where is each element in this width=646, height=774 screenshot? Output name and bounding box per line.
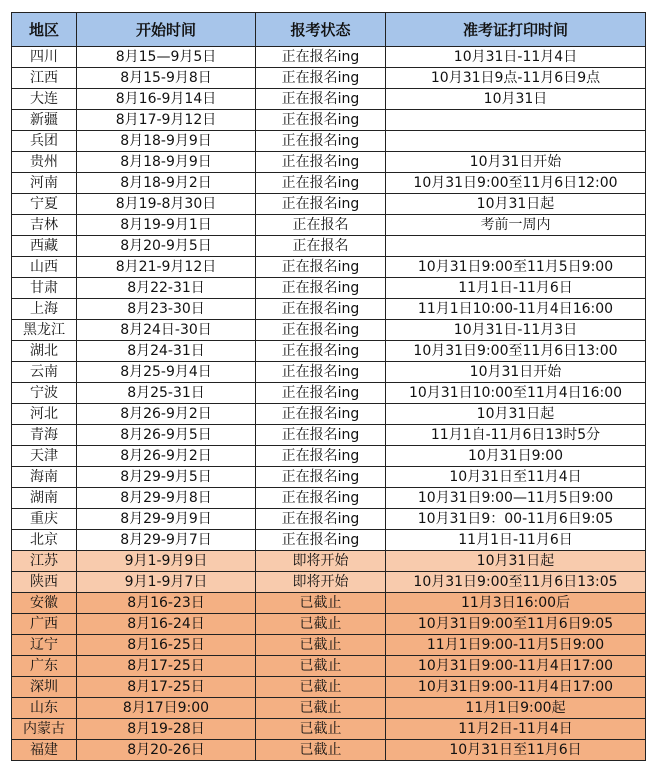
table-row: [12, 467, 646, 488]
table-row: [12, 362, 646, 383]
table-row: [12, 488, 646, 509]
table-row: [12, 614, 646, 635]
cell-admission-print-time: 10月31日-11月3日: [386, 320, 646, 341]
cell-region: 贵州: [12, 152, 77, 173]
cell-status: 正在报名ing: [256, 425, 386, 446]
schedule-table-wrapper: [11, 12, 646, 761]
cell-start-time: 8月18-9月2日: [77, 173, 256, 194]
cell-status: 正在报名ing: [256, 446, 386, 467]
cell-status: 正在报名ing: [256, 278, 386, 299]
cell-status: 已截止: [256, 656, 386, 677]
header-start-time: 开始时间: [77, 13, 256, 47]
cell-region: 新疆: [12, 110, 77, 131]
cell-status: 正在报名ing: [256, 404, 386, 425]
cell-admission-print-time: 10月31日开始: [386, 362, 646, 383]
cell-start-time: 8月18-9月9日: [77, 152, 256, 173]
table-row: [12, 635, 646, 656]
cell-start-time: 8月15-9月8日: [77, 68, 256, 89]
cell-admission-print-time: 10月31日起: [386, 194, 646, 215]
table-row: [12, 530, 646, 551]
header-status: 报考状态: [256, 13, 386, 47]
table-row: [12, 572, 646, 593]
cell-region: 广西: [12, 614, 77, 635]
cell-start-time: 8月17日9:00: [77, 698, 256, 719]
cell-status: 正在报名ing: [256, 509, 386, 530]
cell-start-time: 8月29-9月9日: [77, 509, 256, 530]
table-row: [12, 509, 646, 530]
cell-start-time: 8月16-25日: [77, 635, 256, 656]
cell-region: 河北: [12, 404, 77, 425]
cell-region: 上海: [12, 299, 77, 320]
table-row: [12, 677, 646, 698]
cell-region: 重庆: [12, 509, 77, 530]
cell-region: 内蒙古: [12, 719, 77, 740]
cell-start-time: 8月19-28日: [77, 719, 256, 740]
cell-region: 宁夏: [12, 194, 77, 215]
table-row: [12, 68, 646, 89]
cell-region: 山东: [12, 698, 77, 719]
cell-region: 黑龙江: [12, 320, 77, 341]
table-row: [12, 698, 646, 719]
cell-status: 正在报名: [256, 236, 386, 257]
cell-region: 河南: [12, 173, 77, 194]
cell-admission-print-time: 10月31日起: [386, 404, 646, 425]
table-row: [12, 47, 646, 68]
cell-status: 即将开始: [256, 551, 386, 572]
cell-start-time: 8月17-9月12日: [77, 110, 256, 131]
cell-start-time: 8月26-9月5日: [77, 425, 256, 446]
cell-region: 深圳: [12, 677, 77, 698]
cell-region: 甘肃: [12, 278, 77, 299]
cell-region: 海南: [12, 467, 77, 488]
cell-admission-print-time: 10月31日至11月6日: [386, 740, 646, 761]
table-row: [12, 89, 646, 110]
cell-start-time: 8月24-31日: [77, 341, 256, 362]
table-row: [12, 656, 646, 677]
cell-start-time: 8月20-26日: [77, 740, 256, 761]
cell-status: 即将开始: [256, 572, 386, 593]
cell-admission-print-time: 11月2日-11月4日: [386, 719, 646, 740]
table-row: [12, 320, 646, 341]
cell-start-time: 9月1-9月7日: [77, 572, 256, 593]
table-row: [12, 551, 646, 572]
table-row: [12, 404, 646, 425]
cell-start-time: 8月17-25日: [77, 677, 256, 698]
cell-admission-print-time: 10月31日9:00至11月6日13:00: [386, 341, 646, 362]
header-admission-print-time: 准考证打印时间: [386, 13, 646, 47]
cell-start-time: 8月21-9月12日: [77, 257, 256, 278]
cell-region: 天津: [12, 446, 77, 467]
cell-region: 兵团: [12, 131, 77, 152]
cell-admission-print-time: 11月1日-11月6日: [386, 278, 646, 299]
cell-start-time: 8月19-8月30日: [77, 194, 256, 215]
cell-status: 正在报名: [256, 215, 386, 236]
cell-admission-print-time: 10月31日至11月4日: [386, 467, 646, 488]
cell-region: 西藏: [12, 236, 77, 257]
table-row: [12, 341, 646, 362]
cell-start-time: 8月24日-30日: [77, 320, 256, 341]
table-row: [12, 194, 646, 215]
table-row: [12, 110, 646, 131]
cell-status: 已截止: [256, 740, 386, 761]
cell-admission-print-time: 10月31日开始: [386, 152, 646, 173]
cell-status: 正在报名ing: [256, 68, 386, 89]
table-header: [12, 13, 646, 47]
cell-status: 已截止: [256, 698, 386, 719]
cell-status: 正在报名ing: [256, 299, 386, 320]
cell-status: 正在报名ing: [256, 488, 386, 509]
cell-admission-print-time: 10月31日9:00至11月6日12:00: [386, 173, 646, 194]
cell-region: 青海: [12, 425, 77, 446]
cell-start-time: 8月16-24日: [77, 614, 256, 635]
cell-start-time: 8月16-23日: [77, 593, 256, 614]
cell-start-time: 8月23-30日: [77, 299, 256, 320]
cell-admission-print-time: 10月31日起: [386, 551, 646, 572]
cell-status: 正在报名ing: [256, 110, 386, 131]
cell-admission-print-time: 10月31日9:00至11月5日9:00: [386, 257, 646, 278]
header-row: [12, 13, 646, 47]
cell-status: 正在报名ing: [256, 383, 386, 404]
cell-region: 湖南: [12, 488, 77, 509]
cell-status: 正在报名ing: [256, 89, 386, 110]
cell-region: 四川: [12, 47, 77, 68]
table-row: [12, 236, 646, 257]
cell-region: 辽宁: [12, 635, 77, 656]
table-row: [12, 299, 646, 320]
cell-admission-print-time: 11月1自-11月6日13时5分: [386, 425, 646, 446]
cell-status: 已截止: [256, 593, 386, 614]
cell-region: 山西: [12, 257, 77, 278]
cell-start-time: 8月29-9月7日: [77, 530, 256, 551]
cell-admission-print-time: [386, 131, 646, 152]
cell-status: 已截止: [256, 719, 386, 740]
cell-start-time: 8月29-9月8日: [77, 488, 256, 509]
cell-admission-print-time: 11月3日16:00后: [386, 593, 646, 614]
cell-admission-print-time: 11月1日9:00起: [386, 698, 646, 719]
cell-admission-print-time: [386, 110, 646, 131]
cell-admission-print-time: 10月31日9:00-11月4日17:00: [386, 677, 646, 698]
cell-region: 广东: [12, 656, 77, 677]
cell-status: 已截止: [256, 614, 386, 635]
cell-status: 已截止: [256, 635, 386, 656]
cell-admission-print-time: 11月1日10:00-11月4日16:00: [386, 299, 646, 320]
cell-start-time: 8月17-25日: [77, 656, 256, 677]
cell-admission-print-time: 10月31日9:00至11月6日9:05: [386, 614, 646, 635]
exam-schedule-table: [11, 12, 646, 761]
cell-admission-print-time: [386, 236, 646, 257]
cell-region: 宁波: [12, 383, 77, 404]
cell-start-time: 8月26-9月2日: [77, 404, 256, 425]
cell-status: 正在报名ing: [256, 362, 386, 383]
cell-admission-print-time: 10月31日9:00: [386, 446, 646, 467]
cell-start-time: 8月18-9月9日: [77, 131, 256, 152]
cell-status: 正在报名ing: [256, 47, 386, 68]
cell-start-time: 8月22-31日: [77, 278, 256, 299]
cell-region: 北京: [12, 530, 77, 551]
table-row: [12, 131, 646, 152]
table-row: [12, 215, 646, 236]
table-row: [12, 278, 646, 299]
cell-start-time: 8月25-9月4日: [77, 362, 256, 383]
cell-admission-print-time: 11月1日-11月6日: [386, 530, 646, 551]
cell-region: 福建: [12, 740, 77, 761]
cell-admission-print-time: 11月1日9:00-11月5日9:00: [386, 635, 646, 656]
table-row: [12, 383, 646, 404]
cell-start-time: 8月25-31日: [77, 383, 256, 404]
table-row: [12, 446, 646, 467]
cell-status: 已截止: [256, 677, 386, 698]
cell-region: 湖北: [12, 341, 77, 362]
cell-start-time: 9月1-9月9日: [77, 551, 256, 572]
cell-start-time: 8月26-9月2日: [77, 446, 256, 467]
cell-start-time: 8月19-9月1日: [77, 215, 256, 236]
cell-status: 正在报名ing: [256, 530, 386, 551]
cell-region: 云南: [12, 362, 77, 383]
cell-admission-print-time: 考前一周内: [386, 215, 646, 236]
cell-start-time: 8月16-9月14日: [77, 89, 256, 110]
cell-status: 正在报名ing: [256, 257, 386, 278]
cell-region: 江苏: [12, 551, 77, 572]
cell-region: 安徽: [12, 593, 77, 614]
cell-region: 吉林: [12, 215, 77, 236]
table-row: [12, 173, 646, 194]
cell-region: 江西: [12, 68, 77, 89]
cell-status: 正在报名ing: [256, 194, 386, 215]
cell-admission-print-time: 10月31日-11月4日: [386, 47, 646, 68]
cell-region: 大连: [12, 89, 77, 110]
cell-admission-print-time: 10月31日9:00至11月6日13:05: [386, 572, 646, 593]
table-body: [12, 47, 646, 761]
cell-status: 正在报名ing: [256, 173, 386, 194]
table-row: [12, 593, 646, 614]
cell-admission-print-time: 10月31日9点-11月6日9点: [386, 68, 646, 89]
header-region: 地区: [12, 13, 77, 47]
cell-status: 正在报名ing: [256, 152, 386, 173]
cell-admission-print-time: 10月31日9：00-11月6日9:05: [386, 509, 646, 530]
table-row: [12, 740, 646, 761]
cell-status: 正在报名ing: [256, 320, 386, 341]
cell-admission-print-time: 10月31日9:00—11月5日9:00: [386, 488, 646, 509]
cell-admission-print-time: 10月31日10:00至11月4日16:00: [386, 383, 646, 404]
cell-start-time: 8月15—9月5日: [77, 47, 256, 68]
cell-start-time: 8月20-9月5日: [77, 236, 256, 257]
cell-status: 正在报名ing: [256, 467, 386, 488]
cell-status: 正在报名ing: [256, 131, 386, 152]
cell-region: 陕西: [12, 572, 77, 593]
cell-admission-print-time: 10月31日: [386, 89, 646, 110]
table-row: [12, 152, 646, 173]
cell-status: 正在报名ing: [256, 341, 386, 362]
cell-start-time: 8月29-9月5日: [77, 467, 256, 488]
table-row: [12, 257, 646, 278]
table-row: [12, 425, 646, 446]
cell-admission-print-time: 10月31日9:00-11月4日17:00: [386, 656, 646, 677]
table-row: [12, 719, 646, 740]
